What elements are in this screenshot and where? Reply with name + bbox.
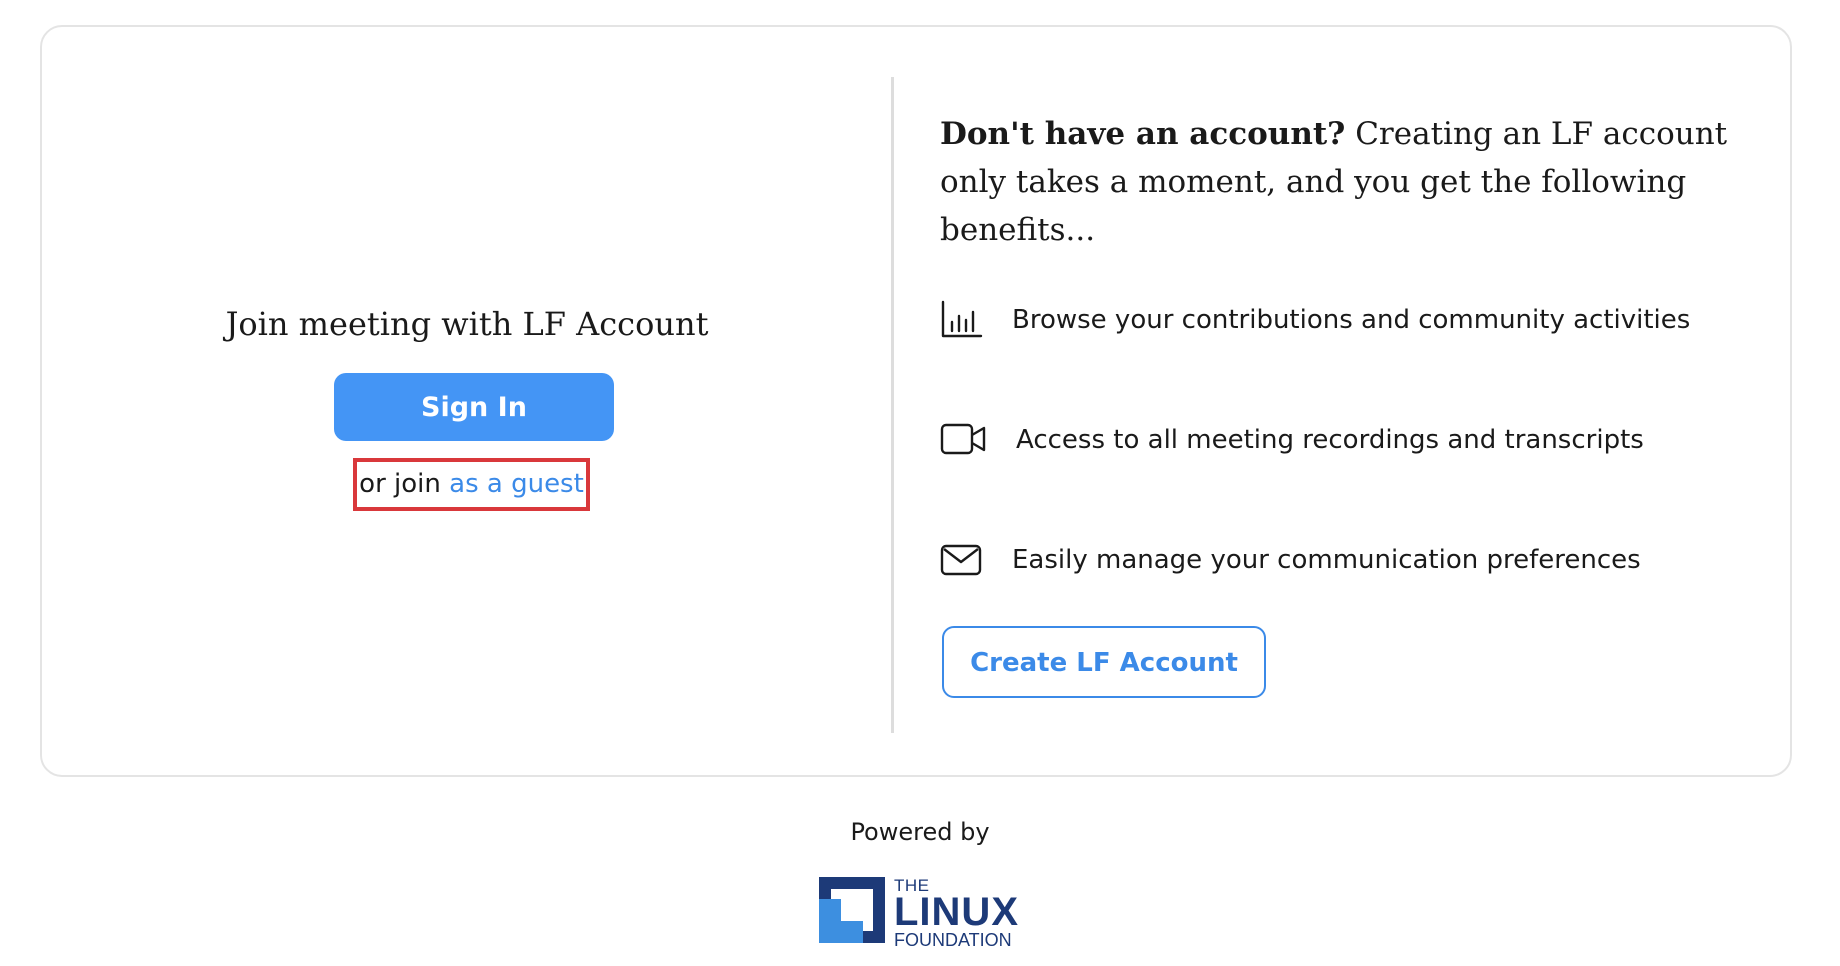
benefit-item-contributions bbox=[940, 298, 1770, 342]
linux-foundation-logo[interactable] bbox=[819, 875, 1019, 949]
logo-text-the: THE bbox=[894, 876, 930, 895]
bar-chart-icon bbox=[940, 300, 984, 340]
benefit-label: Easily manage your communication preferences bbox=[1012, 545, 1641, 575]
envelope-icon bbox=[940, 540, 984, 580]
sign-in-button[interactable]: Sign In bbox=[334, 373, 614, 441]
benefit-item-communication bbox=[940, 538, 1770, 582]
signin-card bbox=[40, 25, 1792, 777]
benefit-item-recordings bbox=[940, 418, 1770, 462]
lf-account-panel bbox=[42, 27, 892, 775]
headline-bold: Don't have an account? bbox=[940, 116, 1346, 152]
linux-foundation-mark-icon bbox=[819, 877, 889, 947]
join-meeting-title: Join meeting with LF Account bbox=[225, 305, 709, 343]
create-lf-account-button[interactable]: Create LF Account bbox=[942, 626, 1266, 698]
join-as-guest-link[interactable]: as a guest bbox=[449, 469, 584, 499]
benefit-label: Access to all meeting recordings and transcripts bbox=[1016, 425, 1644, 455]
video-camera-icon bbox=[940, 420, 984, 460]
benefit-label: Browse your contributions and community activities bbox=[1012, 305, 1691, 335]
benefits-headline bbox=[940, 110, 1770, 254]
headline-rest: Creating an LF account only takes a moment, and you get the following benefits... bbox=[940, 116, 1728, 248]
powered-by-label: Powered by bbox=[850, 818, 990, 846]
guest-join-highlight bbox=[353, 458, 590, 511]
benefits-panel bbox=[940, 27, 1770, 775]
logo-text-foundation: FOUNDATION bbox=[894, 930, 1012, 950]
panel-divider bbox=[891, 77, 894, 733]
footer bbox=[0, 815, 1840, 950]
guest-join-prefix: or join bbox=[359, 469, 450, 499]
logo-text-linux: LINUX bbox=[894, 890, 1019, 934]
